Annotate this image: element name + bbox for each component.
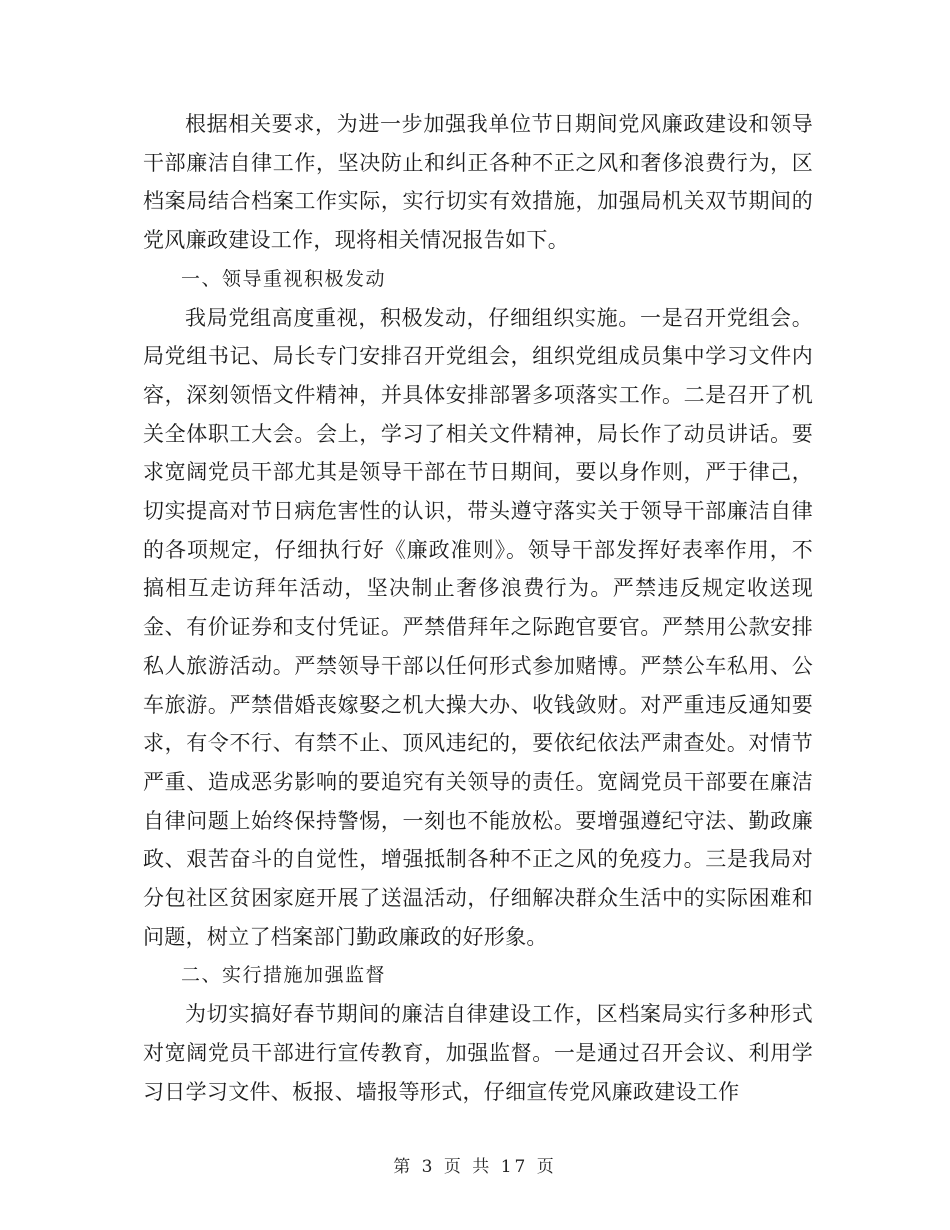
page-number-footer: 第 3 页 共 17 页 <box>393 1157 557 1177</box>
document-body <box>143 105 813 1111</box>
intro-paragraph: 根据相关要求，为进一步加强我单位节日期间党风廉政建设和领导干部廉洁自律工作，坚决防止和纠正各种不正之风和奢侈浪费行为，区档案局结合档案工作实际，实行切实有效措施，加强局机关双节期间的党风廉政建设工作，现将相关情况报告如下。 <box>143 112 813 253</box>
section-1-paragraph: 我局党组高度重视，积极发动，仔细组织实施。一是召开党组会。局党组书记、局长专门安排召开党组会，组织党组成员集中学习文件内容，深刻领悟文件精神，并具体安排部署多项落实工作。二是召开了机关全体职工大会。会上，学习了相关文件精神，局长作了动员讲话。要求宽阔党员干部尤其是领导干部在节日期间，要以身作则，严于律己，切实提高对节日病危害性的认识，带头遵守落实关于领导干部廉洁自律的各项规定，仔细执行好《廉政准则》。领导干部发挥好表率作用，不搞相互走访拜年活动，坚决制止奢侈浪费行为。严禁违反规定收送现金、有价证券和支付凭证。严禁借拜年之际跑官要官。严禁用公款安排私人旅游活动。严禁领导干部以任何形式参加赌博。严禁公车私用、公车旅游。严禁借婚丧嫁娶之机大操大办、收钱敛财。对严重违反通知要求，有令不行、有禁不止、顶风违纪的，要依纪依法严肃查处。对情节严重、造成恶劣影响的要追究有关领导的责任。宽阔党员干部要在廉洁自律问题上始终保持警惕，一刻也不能放松。要增强遵纪守法、勤政廉政、艰苦奋斗的自觉性，增强抵制各种不正之风的免疫力。三是我局对分包社区贫困家庭开展了送温活动，仔细解决群众生活中的实际困难和问题，树立了档案部门勤政廉政的好形象。 <box>143 305 813 949</box>
section-2-paragraph: 为切实搞好春节期间的廉洁自律建设工作，区档案局实行多种形式对宽阔党员干部进行宣传教育，加强监督。一是通过召开会议、利用学习日学习文件、板报、墙报等形式，仔细宣传党风廉政建设工作 <box>143 1002 813 1104</box>
section-heading-2: 二、实行措施加强监督 <box>181 964 387 987</box>
section-heading-1: 一、领导重视积极发动 <box>181 267 387 290</box>
